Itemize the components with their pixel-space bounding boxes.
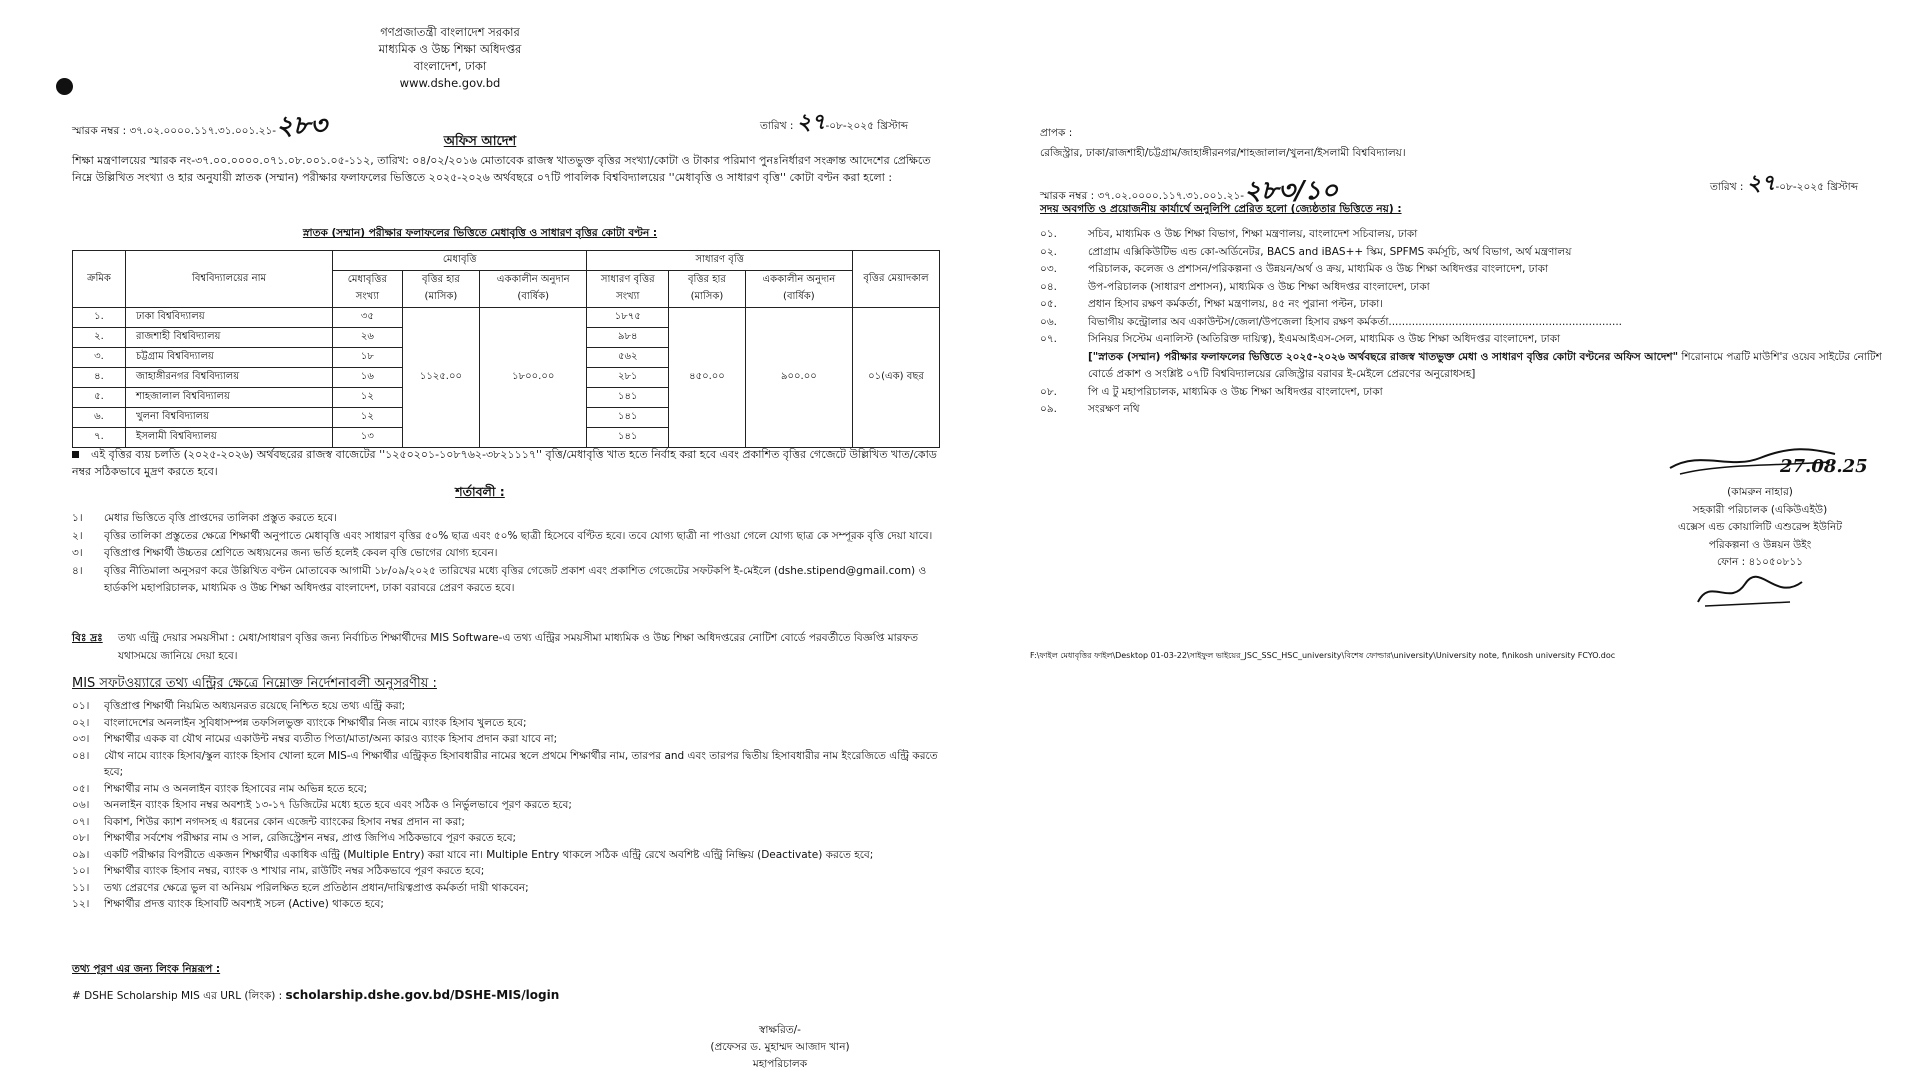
item-text-main: সিনিয়র সিস্টেম এনালিস্ট (অতিরিক্ত দায়িত্ব), ইএমআইএস-সেল, মাধ্যমিক ও উচ্চ শিক্ষা অধিদপ্তর বাংলাদেশ, ঢাকা bbox=[1088, 333, 1561, 345]
list-item bbox=[1040, 279, 1900, 297]
memo-handwritten: ২৮৩ bbox=[276, 111, 327, 141]
cell-merit-count: ১২ bbox=[333, 388, 403, 408]
col-merit-count: মেধাবৃত্তির সংখ্যা bbox=[333, 271, 403, 308]
col-serial: ক্রমিক bbox=[73, 251, 126, 308]
mis-title: MIS সফটওয়্যারে তথ্য এন্ট্রির ক্ষেত্রে নিম্নোক্ত নির্দেশনাবলী অনুসরণীয় : bbox=[72, 676, 437, 691]
officer-title: সহকারী পরিচালক (একিউএইউ) bbox=[1692, 503, 1828, 516]
list-item bbox=[1040, 244, 1900, 262]
conditions-list bbox=[72, 510, 940, 598]
item-text: একটি পরীক্ষার বিপরীতে একজন শিক্ষার্থীর একাধিক এন্ট্রি (Multiple Entry) করা যাবে না। Multiple Entry থাকলে সঠিক এন্ট্রি রেখে অবশিষ্ট এন্ট্রি নিষ্ক্রিয় (Deactivate) করতে হবে; bbox=[104, 848, 874, 861]
cell-university: চট্টগ্রাম বিশ্ববিদ্যালয় bbox=[126, 348, 333, 368]
initials-scribble-icon bbox=[1690, 572, 1810, 612]
mis-instructions-list bbox=[72, 698, 940, 913]
budget-note-text: এই বৃত্তির ব্যয় চলতি (২০২৫-২০২৬) অর্থবছরের রাজস্ব বাজেটের ''১২৫০২০১-১০৮৭৬২-৩৮২১১১৭'' বৃত্তি/মেধাবৃত্তি খাত হতে নির্বাহ করা হবে এবং প্রকাশিত বৃত্তির গেজেটে উল্লিখিত খাত/কোড নম্বর সঠিকভাবে মুদ্রণ করতে হবে। bbox=[72, 448, 937, 478]
col-merit-lump: এককালীন অনুদান (বার্ষিক) bbox=[480, 271, 587, 308]
item-number: ০১. bbox=[1040, 228, 1057, 240]
item-number: ০৪. bbox=[1040, 280, 1057, 293]
note-block bbox=[72, 630, 940, 665]
signed-mark: স্বাক্ষরিত/- bbox=[759, 1024, 801, 1036]
officer-wing: পরিকল্পনা ও উন্নয়ন উইং bbox=[1708, 538, 1812, 551]
list-item bbox=[72, 880, 940, 897]
col-university: বিশ্ববিদ্যালয়ের নাম bbox=[126, 251, 333, 308]
list-item bbox=[1040, 314, 1900, 332]
header-website: www.dshe.gov.bd bbox=[399, 76, 501, 90]
list-item bbox=[72, 797, 940, 814]
item-text: বিভাগীয় কন্ট্রোলার অব একাউন্টস/জেলা/উপজেলা হিসাব রক্ষণ কর্মকর্তা...................................................................... bbox=[1088, 315, 1623, 328]
cell-merit-count: ১৩ bbox=[333, 428, 403, 448]
list-item bbox=[1040, 401, 1900, 419]
cell-general-count: ১৪১ bbox=[587, 428, 669, 448]
list-item bbox=[72, 731, 940, 748]
signature-date: 27.08.25 bbox=[1780, 456, 1868, 477]
note-row bbox=[72, 630, 940, 665]
list-item bbox=[72, 698, 940, 715]
item-text: যৌথ নামে ব্যাংক হিসাব/স্কুল ব্যাংক হিসাব খোলা হলে MIS-এ শিক্ষার্থীর এন্ট্রিকৃত হিসাবধারীর নামের স্থলে প্রথমে শিক্ষার্থীর নাম, তারপর and এবং তারপর দ্বিতীয় হিসাবধারীর নাম ইংরেজিতে এন্ট্রি করতে হবে; bbox=[104, 749, 938, 778]
item-number: ৪। bbox=[72, 564, 83, 577]
list-item bbox=[1040, 331, 1900, 384]
item-number: ০৩. bbox=[1040, 263, 1057, 275]
cell-merit-count: ৩৫ bbox=[333, 308, 403, 328]
cell-merit-count: ২৬ bbox=[333, 328, 403, 348]
list-item bbox=[1040, 226, 1900, 244]
item-number: ০২। bbox=[72, 716, 90, 729]
item-number: ১। bbox=[72, 512, 83, 524]
item-number: ০৬। bbox=[72, 799, 90, 811]
date-label: তারিখ : bbox=[1710, 181, 1744, 193]
col-general-lump: এককালীন অনুদান (বার্ষিক) bbox=[745, 271, 852, 308]
officer-block bbox=[1640, 484, 1880, 572]
quota-table bbox=[72, 250, 940, 448]
item-text: প্রধান হিসাব রক্ষণ কর্মকর্তা, শিক্ষা মন্ত্রণালয়, ৪৫ নং পুরানা পল্টন, ঢাকা। bbox=[1088, 298, 1384, 310]
item-text: সংরক্ষণ নথি bbox=[1088, 403, 1140, 415]
item-number: ০৭। bbox=[72, 815, 90, 828]
cell-merit-rate: ১১২৫.০০ bbox=[402, 308, 479, 448]
officer-phone: ফোন : ৪১০৫০৮১১ bbox=[1717, 556, 1803, 568]
memo-label: স্মারক নম্বর : ৩৭.০২.০০০০.১১৭.৩১.০০১.২১- bbox=[72, 125, 277, 137]
table-row bbox=[73, 308, 940, 328]
list-item bbox=[72, 528, 940, 546]
item-text: শিক্ষার্থীর প্রদত্ত ব্যাংক হিসাবটি অবশ্যই সচল (Active) থাকতে হবে; bbox=[104, 898, 384, 910]
list-item bbox=[1040, 296, 1900, 314]
item-number: ১১। bbox=[72, 881, 90, 894]
list-item bbox=[1040, 261, 1900, 279]
link-line bbox=[72, 988, 559, 1006]
signer-title: মহাপরিচালক bbox=[752, 1058, 808, 1070]
col-general-rate: বৃত্তির হার (মাসিক) bbox=[669, 271, 746, 308]
item-text: বাংলাদেশের অনলাইন সুবিধাসম্পন্ন তফসিলভুক্ত ব্যাংকে শিক্ষার্থীর নিজ নামে ব্যাংক হিসাব খুলতে হবে; bbox=[104, 716, 527, 729]
item-text: অনলাইন ব্যাংক হিসাব নম্বর অবশ্যই ১৩-১৭ ডিজিটের মধ্যে হতে হবে এবং সঠিক ও নির্ভুলভাবে পূরণ করতে হবে; bbox=[104, 799, 572, 811]
copy-title: সদয় অবগতি ও প্রয়োজনীয় কার্যার্থে অনুলিপি প্রেরিত হলো (জ্যেষ্ঠতার ভিত্তিতে নয়) : bbox=[1040, 203, 1402, 215]
conditions-title: শর্তাবলী : bbox=[455, 484, 505, 499]
header-line-2: মাধ্যমিক ও উচ্চ শিক্ষা অধিদপ্তর bbox=[378, 42, 522, 56]
recipient-text: রেজিস্ট্রার, ঢাকা/রাজশাহী/চট্টগ্রাম/জাহাঙ্গীরনগর/শাহজালাল/খুলনা/ইসলামী বিশ্ববিদ্যালয়। bbox=[1040, 147, 1406, 159]
list-item bbox=[72, 814, 940, 831]
item-text: শিক্ষার্থীর একক বা যৌথ নামের একাউন্ট নম্বর ব্যতীত পিতা/মাতা/অন্য কারও ব্যাংক হিসাব প্রদান করা যাবে না; bbox=[104, 733, 558, 745]
mis-url-link[interactable]: scholarship.dshe.gov.bd/DSHE-MIS/login bbox=[285, 988, 560, 1002]
list-item bbox=[72, 715, 940, 732]
cell-merit-count: ১৬ bbox=[333, 368, 403, 388]
list-item bbox=[72, 563, 940, 598]
item-text: বৃত্তিপ্রাপ্ত শিক্ষার্থী উচ্চতর শ্রেণিতে অধ্যয়নের জন্য ভর্তি হলেই কেবল বৃত্তি ভোগের যোগ্য হবেন। bbox=[104, 547, 498, 559]
cell-university: ঢাকা বিশ্ববিদ্যালয় bbox=[126, 308, 333, 328]
item-text: তথ্য প্রেরণের ক্ষেত্রে ভুল বা অনিয়ম পরিলক্ষিত হলে প্রতিষ্ঠান প্রধান/দায়িত্বপ্রাপ্ত কর্মকর্তা দায়ী থাকবেন; bbox=[104, 881, 529, 894]
memo-handwritten: ২৮৩/১০ bbox=[1244, 176, 1339, 206]
cell-serial: ৪. bbox=[73, 368, 126, 388]
item-text bbox=[1088, 331, 1900, 384]
intro-paragraph: শিক্ষা মন্ত্রণালয়ের স্মারক নং-৩৭.০০.০০০০.০৭১.০৮.০০১.০৫-১১২, তারিখ: ০৪/০২/২০১৬ মোতাবেক রাজস্ব খাতভুক্ত বৃত্তির সংখ্যা/কোটা ও টাকার পরিমাণ পুনঃনির্ধারণ সংক্রান্ত আদেশের প্রেক্ষিতে নিম্নে উল্লিখিত সংখ্যা ও হার অনুযায়ী স্নাতক (সম্মান) পরীক্ষার ফলাফলের ভিত্তিতে ২০২৫-২০২৬ অর্থবছরে ০৭টি পাবলিক বিশ্ববিদ্যালয়ের ''মেধাবৃত্তি ও সাধারণ বৃত্তি'' কোটা বণ্টন করা হলো : bbox=[72, 154, 931, 184]
item-text: প্রোগ্রাম এক্সিকিউটিভ এন্ড কো-অর্ডিনেটর, BACS and iBAS++ স্কিম, SPFMS কর্মসূচি, অর্থ বিভাগ, অর্থ মন্ত্রণালয় bbox=[1088, 245, 1572, 258]
item-number: ০৭. bbox=[1040, 333, 1057, 345]
cell-duration: ০১(এক) বছর bbox=[853, 308, 940, 448]
cell-merit-lump: ১৮০০.০০ bbox=[480, 308, 587, 448]
punch-hole-icon bbox=[56, 78, 73, 95]
cell-serial: ১. bbox=[73, 308, 126, 328]
cell-university: ইসলামী বিশ্ববিদ্যালয় bbox=[126, 428, 333, 448]
item-text: সচিব, মাধ্যমিক ও উচ্চ শিক্ষা বিভাগ, শিক্ষা মন্ত্রণালয়, বাংলাদেশ সচিবালয়, ঢাকা bbox=[1088, 228, 1418, 240]
bullet-icon bbox=[72, 451, 79, 458]
date-rest: -০৮-২০২৫ খ্রিস্টাব্দ bbox=[825, 120, 909, 132]
officer-unit: এক্সেস এন্ড কোয়ালিটি এশুরেন্স ইউনিট bbox=[1678, 521, 1842, 533]
item-number: ০৮. bbox=[1040, 385, 1057, 398]
col-merit-rate: বৃত্তির হার (মাসিক) bbox=[402, 271, 479, 308]
item-number: ০২. bbox=[1040, 245, 1057, 258]
budget-note bbox=[72, 446, 940, 480]
item-number: ০৬. bbox=[1040, 315, 1057, 328]
item-number: ০৯। bbox=[72, 848, 90, 861]
item-text: উপ-পরিচালক (সাধারণ প্রশাসন), মাধ্যমিক ও উচ্চ শিক্ষা অধিদপ্তর বাংলাদেশ, ঢাকা bbox=[1088, 280, 1430, 293]
cell-general-rate: ৪৫০.০০ bbox=[669, 308, 746, 448]
item-text: শিক্ষার্থীর সর্বশেষ পরীক্ষার নাম ও সাল, রেজিস্ট্রেশন নম্বর, প্রাপ্ত জিপিএ সঠিকভাবে পূরণ করতে হবে; bbox=[104, 832, 517, 844]
cell-serial: ৭. bbox=[73, 428, 126, 448]
item-text: মেধার ভিত্তিতে বৃত্তি প্রাপ্তদের তালিকা প্রস্তুত করতে হবে। bbox=[104, 512, 337, 524]
item-number: ৩। bbox=[72, 547, 83, 559]
date-handwritten: ২৭ bbox=[796, 109, 826, 135]
item-number: ০১। bbox=[72, 700, 90, 712]
link-title: তথ্য পূরণ এর জন্য লিংক নিম্নরূপ : bbox=[72, 963, 221, 975]
col-general: সাধারণ বৃত্তি bbox=[587, 251, 853, 271]
item-number: ০৫। bbox=[72, 782, 90, 795]
note-text: তথ্য এন্ট্রি দেয়ার সময়সীমা : মেধা/সাধারণ বৃত্তির জন্য নির্বাচিত শিক্ষার্থীদের MIS Software-এ তথ্য এন্ট্রির সময়সীমা মাধ্যমিক ও উচ্চ শিক্ষা অধিদপ্তরের নোটিশ বোর্ডে পরবর্তীতে বিজ্ঞপ্তি মারফত যথাসময়ে জানিয়ে দেয়া হবে। bbox=[118, 632, 918, 662]
officer-name: (কামরুন নাহার) bbox=[1727, 486, 1793, 498]
cell-merit-count: ১২ bbox=[333, 408, 403, 428]
cell-university: খুলনা বিশ্ববিদ্যালয় bbox=[126, 408, 333, 428]
copy-list bbox=[1040, 226, 1900, 419]
cell-serial: ৬. bbox=[73, 408, 126, 428]
copy-distribution-page bbox=[1030, 0, 1920, 1080]
item-text: শিক্ষার্থীর ব্যাংক হিসাব নম্বর, ব্যাংক ও শাখার নাম, রাউটিং নম্বর সঠিকভাবে পূরণ করতে হবে; bbox=[104, 865, 485, 877]
signature-block bbox=[650, 1022, 910, 1073]
date-label: তারিখ : bbox=[760, 120, 794, 132]
cell-university: জাহাঙ্গীরনগর বিশ্ববিদ্যালয় bbox=[126, 368, 333, 388]
note-label: বিঃ দ্রঃ bbox=[72, 632, 103, 644]
item-text: পরিচালক, কলেজ ও প্রশাসন/পরিকল্পনা ও উন্নয়ন/অর্থ ও ক্রয়, মাধ্যমিক ও উচ্চ শিক্ষা অধিদপ্তর বাংলাদেশ, ঢাকা bbox=[1088, 263, 1548, 275]
cell-serial: ২. bbox=[73, 328, 126, 348]
item-text: শিক্ষার্থীর নাম ও অনলাইন ব্যাংক হিসাবের নাম অভিন্ন হতে হবে; bbox=[104, 782, 368, 795]
memo-label: স্মারক নম্বর : ৩৭.০২.০০০০.১১৭.৩১.০০১.২১- bbox=[1040, 190, 1245, 202]
item-text: বৃত্তিপ্রাপ্ত শিক্ষার্থী নিয়মিত অধ্যয়নরত রয়েছে নিশ্চিত হয়ে তথ্য এন্ট্রি করা; bbox=[104, 700, 406, 712]
list-item bbox=[72, 748, 940, 781]
cell-general-lump: ৯০০.০০ bbox=[745, 308, 852, 448]
item-number: ০৮। bbox=[72, 832, 90, 844]
table-title: স্নাতক (সম্মান) পরীক্ষার ফলাফলের ভিত্তিতে মেধাবৃত্তি ও সাধারণ বৃত্তির কোটা বণ্টন : bbox=[302, 227, 658, 239]
cell-general-count: ১৪১ bbox=[587, 408, 669, 428]
item-text-rest: শিরোনামে পত্রটি মাউশি'র ওয়েব সাইটের নোটিশ বোর্ডে প্রকাশ ও সংশ্লিষ্ট ০৭টি বিশ্ববিদ্যালয়ের রেজিস্ট্রার বরাবর ই-মেইলে প্রেরণের অনুরোধসহ] bbox=[1088, 350, 1882, 380]
cell-general-count: ১৮৭৫ bbox=[587, 308, 669, 328]
col-duration: বৃত্তির মেয়াদকাল bbox=[853, 251, 940, 308]
signer-name: (প্রফেসর ড. মুহাম্মদ আজাদ খান) bbox=[710, 1041, 850, 1053]
cell-serial: ৫. bbox=[73, 388, 126, 408]
item-number: ০৪। bbox=[72, 749, 90, 762]
cell-general-count: ১৪১ bbox=[587, 388, 669, 408]
cell-university: রাজশাহী বিশ্ববিদ্যালয় bbox=[126, 328, 333, 348]
list-item bbox=[72, 510, 940, 528]
table-header-row bbox=[73, 251, 940, 271]
list-item bbox=[72, 830, 940, 847]
header-line-3: বাংলাদেশ, ঢাকা bbox=[413, 59, 487, 73]
item-number: ০৩। bbox=[72, 733, 90, 745]
list-item bbox=[72, 781, 940, 798]
col-merit: মেধাবৃত্তি bbox=[333, 251, 587, 271]
cell-general-count: ৫৬২ bbox=[587, 348, 669, 368]
date-handwritten: ২৭ bbox=[1746, 170, 1776, 196]
cell-general-count: ৯৮৪ bbox=[587, 328, 669, 348]
item-text-bold: ["স্নাতক (সম্মান) পরীক্ষার ফলাফলের ভিত্তিতে ২০২৫-২০২৬ অর্থবছরে রাজস্ব খাতভুক্ত মেধা ও সাধারণ বৃত্তির কোটা বণ্টনের অফিস আদেশ" bbox=[1088, 350, 1679, 363]
cell-university: শাহজালাল বিশ্ববিদ্যালয় bbox=[126, 388, 333, 408]
list-item bbox=[72, 896, 940, 913]
header-line-1: গণপ্রজাতন্ত্রী বাংলাদেশ সরকার bbox=[380, 25, 520, 39]
issue-date bbox=[1710, 166, 1858, 203]
item-number: ২। bbox=[72, 529, 83, 542]
col-general-count: সাধারণ বৃত্তির সংখ্যা bbox=[587, 271, 669, 308]
item-text: বৃত্তির নীতিমালা অনুসরণ করে উল্লিখিত বণ্টন মোতাবেক আগামী ১৮/০৯/২০২৫ তারিখের মধ্যে বৃত্তির গেজেট প্রকাশ এবং প্রকাশিত গেজেটের সফটকপি ই-মেইলে (dshe.stipend@gmail.com) ও হার্ডকপি মহাপরিচালক, মাধ্যমিক ও উচ্চ শিক্ষা অধিদপ্তর বাংলাদেশ, ঢাকা বরাবরে প্রেরণ করতে হবে। bbox=[104, 564, 927, 594]
item-number: ০৯. bbox=[1040, 403, 1057, 415]
file-path: F:\ফাইল মেধাবৃত্তির ফাইল\Desktop 01-03-22\সাইফুল ভাইয়ের_JSC_SSC_HSC_university\বিশেষ ফোল্ডার\university\University note, f\nikosh university FCYO.doc bbox=[1030, 651, 1616, 660]
list-item bbox=[72, 847, 940, 864]
item-number: ০৫. bbox=[1040, 298, 1057, 310]
cell-serial: ৩. bbox=[73, 348, 126, 368]
item-text: পি এ টু মহাপরিচালক, মাধ্যমিক ও উচ্চ শিক্ষা অধিদপ্তর বাংলাদেশ, ঢাকা bbox=[1088, 385, 1383, 398]
item-number: ১২। bbox=[72, 898, 90, 910]
item-number: ১০। bbox=[72, 865, 90, 877]
cell-general-count: ২৮১ bbox=[587, 368, 669, 388]
link-prefix: # DSHE Scholarship MIS এর URL (লিংক) : bbox=[72, 990, 283, 1002]
item-text: বৃত্তির তালিকা প্রস্তুতের ক্ষেত্রে শিক্ষার্থী অনুপাতে মেধাবৃত্তি এবং সাধারণ বৃত্তির ৫০% ছাত্র এবং ৫০% ছাত্রী হিসেবে বণ্টিত হবে। তবে যোগ্য ছাত্রী না পাওয়া গেলে যোগ্য ছাত্র কে সম্পূরক বৃত্তি দেয়া যাবে। bbox=[104, 529, 933, 542]
document-title: অফিস আদেশ bbox=[443, 134, 517, 149]
cell-merit-count: ১৮ bbox=[333, 348, 403, 368]
list-item bbox=[72, 545, 940, 563]
list-item bbox=[72, 863, 940, 880]
date-rest: -০৮-২০২৫ খ্রিস্টাব্দ bbox=[1775, 181, 1859, 193]
header bbox=[300, 24, 600, 92]
recipient-label: প্রাপক : bbox=[1040, 127, 1073, 139]
list-item bbox=[1040, 384, 1900, 402]
item-text: বিকাশ, শিউর ক্যাশ নগদসহ এ ধরনের কোন এজেন্ট ব্যাংকের হিসাব নম্বর প্রদান না করা; bbox=[104, 815, 465, 828]
